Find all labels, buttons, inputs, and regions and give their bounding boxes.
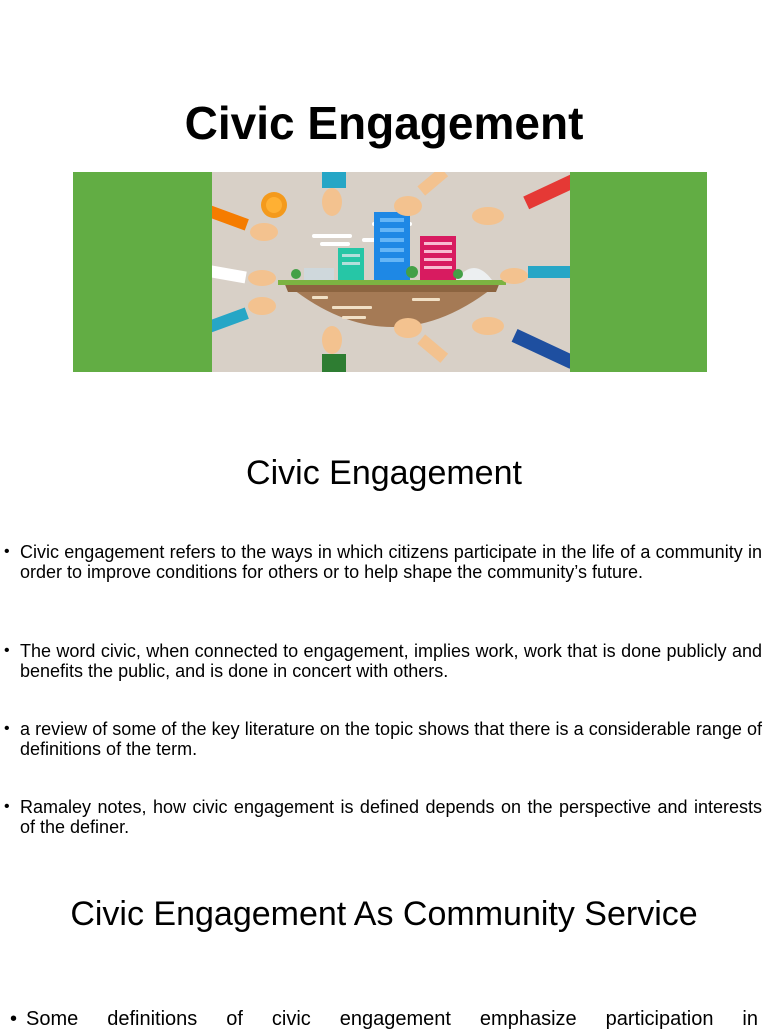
bullet-item: • a review of some of the key literature on the topic shows that there is a considerable range of definitions of the term. <box>0 719 762 759</box>
bullet-item: • Civic engagement refers to the ways in which citizens participate in the life of a community in order to improve conditions for others or to help shape the community’s future. <box>0 542 762 582</box>
bullet-list <box>0 641 762 681</box>
section-heading-civic-engagement: Civic Engagement <box>246 454 522 492</box>
bullet-list <box>0 797 762 837</box>
bullet-list <box>0 542 762 582</box>
civic-illustration-banner <box>73 172 707 372</box>
section-heading-community-service: Civic Engagement As Community Service <box>70 895 698 933</box>
hands-around-city-illustration <box>212 172 570 372</box>
page-title: Civic Engagement <box>184 97 584 149</box>
bullet-item: • Ramaley notes, how civic engagement is defined depends on the perspective and interests of the definer. <box>0 797 762 837</box>
bullet-item: • The word civic, when connected to engagement, implies work, work that is done publicly and benefits the public, and is done in concert with others. <box>0 641 762 681</box>
bullet-list <box>0 719 762 759</box>
bullet-item-partial: • Some definitions of civic engagement emphasize participation in <box>0 1007 758 1031</box>
